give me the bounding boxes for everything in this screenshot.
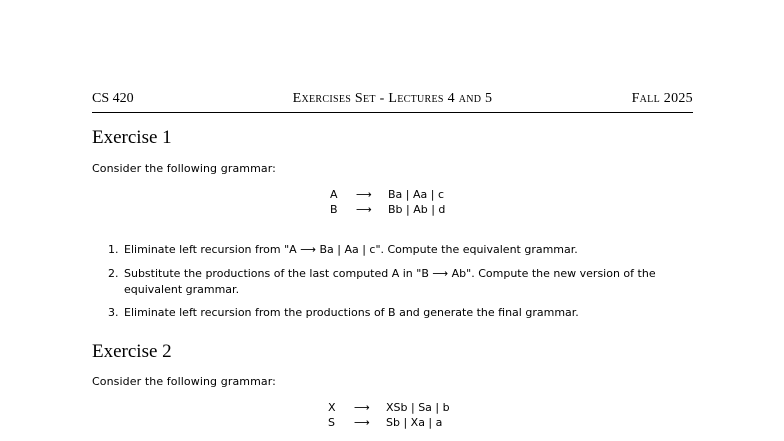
header-rule bbox=[92, 112, 693, 113]
exercise-1-intro: Consider the following grammar: bbox=[92, 162, 276, 175]
arrow-icon: ⟶ bbox=[354, 401, 370, 414]
list-item bbox=[108, 305, 693, 321]
exercise-2-intro: Consider the following grammar: bbox=[92, 375, 276, 388]
rule-rhs: Bb | Ab | d bbox=[388, 203, 446, 216]
item-text: Eliminate left recursion from "A ⟶ Ba | Aa | c". Compute the equivalent grammar. bbox=[124, 243, 578, 256]
arrow-icon: ⟶ bbox=[356, 188, 372, 201]
course-code: CS 420 bbox=[92, 91, 134, 106]
exercise-1-title: Exercise 1 bbox=[92, 127, 172, 148]
rule-lhs: A bbox=[330, 188, 338, 201]
arrow-icon: ⟶ bbox=[356, 203, 372, 216]
rule-rhs: Sb | Xa | a bbox=[386, 416, 443, 429]
rule-rhs: Ba | Aa | c bbox=[388, 188, 444, 201]
item-number: 2. bbox=[108, 267, 119, 280]
item-number: 3. bbox=[108, 306, 119, 319]
exercise-2-title: Exercise 2 bbox=[92, 341, 172, 362]
list-item bbox=[108, 242, 693, 258]
rule-lhs: X bbox=[328, 401, 336, 414]
item-text: Eliminate left recursion from the productions of B and generate the final grammar. bbox=[124, 306, 579, 319]
rule-lhs: S bbox=[328, 416, 335, 429]
item-number: 1. bbox=[108, 243, 119, 256]
arrow-icon: ⟶ bbox=[354, 416, 370, 429]
rule-rhs: XSb | Sa | b bbox=[386, 401, 450, 414]
rule-lhs: B bbox=[330, 203, 338, 216]
item-text: Substitute the productions of the last computed A in "B ⟶ Ab". Compute the new version of the equivalent grammar. bbox=[124, 267, 656, 296]
term: Fall 2025 bbox=[631, 91, 693, 106]
list-item bbox=[108, 266, 693, 298]
page-header bbox=[92, 91, 693, 111]
document-title: Exercises Set - Lectures 4 and 5 bbox=[292, 91, 493, 106]
